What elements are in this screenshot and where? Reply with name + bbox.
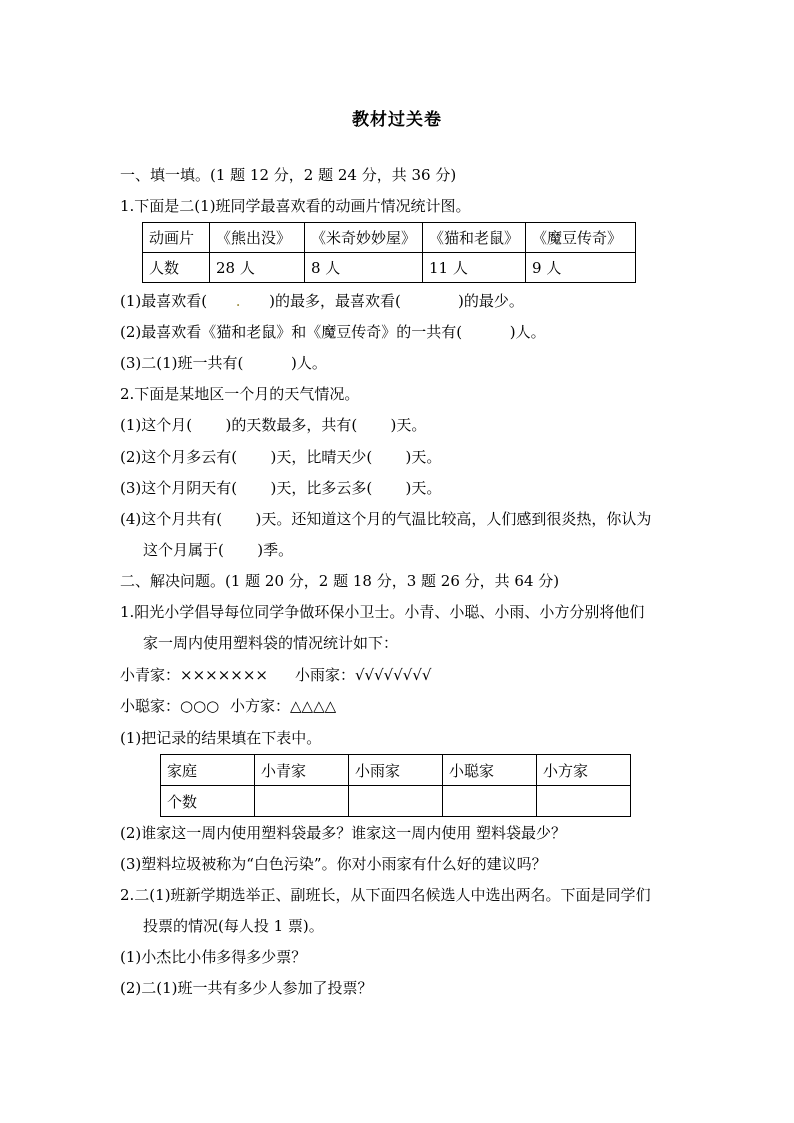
table-row [161, 786, 631, 817]
table-cell: 小聪家 [443, 755, 537, 786]
table-cell: 8 人 [305, 253, 423, 283]
s2-q1-sub1: (1)把记录的结果填在下表中。 [120, 729, 322, 747]
table-cell: 个数 [161, 786, 255, 817]
q1-sub1-part-b: )的最多，最喜欢看( )的最少。 [240, 292, 524, 310]
table-cell: 《魔豆传奇》 [526, 223, 636, 253]
q2-sub1: (1)这个月( )的天数最多，共有( )天。 [120, 416, 427, 434]
q2-sub4-line2: 这个月属于( )季。 [143, 541, 294, 559]
q1-intro: 1.下面是二(1)班同学最喜欢看的动画片情况统计图。 [120, 197, 471, 215]
q2-sub2: (2)这个月多云有( )天，比晴天少( )天。 [120, 448, 442, 466]
table-cell: 小方家 [537, 755, 631, 786]
q1-sub3: (3)二(1)班一共有( )人。 [120, 354, 327, 372]
table-cell: 9 人 [526, 253, 636, 283]
s2-q2-sub1: (1)小杰比小伟多得多少票？ [120, 948, 307, 966]
table-cell: 《熊出没》 [210, 223, 305, 253]
s2-q1-intro-line1: 1.阳光小学倡导每位同学争做环保小卫士。小青、小聪、小雨、小方分别将他们 [120, 603, 645, 621]
record-xiaoyu: 小雨家：√√√√√√√√ [295, 666, 432, 684]
s2-q2-sub2: (2)二(1)班一共有多少人参加了投票？ [120, 979, 373, 997]
table-cell: 小雨家 [349, 755, 443, 786]
stray-dot: . [235, 292, 241, 310]
section1-heading: 一、填一填。(1 题 12 分，2 题 24 分，共 36 分) [120, 166, 457, 184]
s2-q1-sub3: (3)塑料垃圾被称为“白色污染”。你对小雨家有什么好的建议吗？ [120, 855, 547, 873]
plastic-bag-table [160, 754, 631, 817]
q1-sub2: (2)最喜欢看《猫和老鼠》和《魔豆传奇》的一共有( )人。 [120, 323, 546, 341]
q1-sub1-part-a: (1)最喜欢看( [120, 292, 208, 310]
record-xiaoqing: 小青家：××××××× [120, 666, 268, 684]
answer-cell[interactable] [537, 786, 631, 817]
s2-q2-intro-line1: 2.二(1)班新学期选举正、副班长，从下面四名候选人中选出两名。下面是同学们 [120, 886, 651, 904]
table-row [143, 223, 636, 253]
answer-cell[interactable] [349, 786, 443, 817]
record-xiaofang: 小方家：△△△△ [230, 697, 337, 715]
table-cell: 28 人 [210, 253, 305, 283]
table-cell: 《猫和老鼠》 [423, 223, 526, 253]
q2-sub4-line1: (4)这个月共有( )天。还知道这个月的气温比较高，人们感到很炎热，你认为 [120, 510, 652, 528]
s2-q1-intro-line2: 家一周内使用塑料袋的情况统计如下： [143, 634, 399, 652]
section2-heading: 二、解决问题。(1 题 20 分，2 题 18 分，3 题 26 分，共 64 分) [120, 572, 560, 590]
s2-q1-sub2: (2)谁家这一周内使用塑料袋最多？谁家这一周内使用 塑料袋最少？ [120, 824, 567, 842]
q2-sub3: (3)这个月阴天有( )天，比多云多( )天。 [120, 479, 442, 497]
table-row [161, 755, 631, 786]
answer-cell[interactable] [443, 786, 537, 817]
table-cell: 11 人 [423, 253, 526, 283]
table-row [143, 253, 636, 283]
table-cell: 动画片 [143, 223, 210, 253]
table-cell: 小青家 [255, 755, 349, 786]
record-xiaocong: 小聪家：○○○ [120, 697, 220, 715]
page-title: 教材过关卷 [352, 110, 442, 130]
table-cell: 人数 [143, 253, 210, 283]
table-cell: 家庭 [161, 755, 255, 786]
q2-intro: 2.下面是某地区一个月的天气情况。 [120, 385, 360, 403]
s2-q2-intro-line2: 投票的情况(每人投 1 票)。 [143, 917, 324, 935]
answer-cell[interactable] [255, 786, 349, 817]
q1-sub1 [120, 291, 524, 311]
cartoon-stats-table [142, 222, 636, 283]
table-cell: 《米奇妙妙屋》 [305, 223, 423, 253]
